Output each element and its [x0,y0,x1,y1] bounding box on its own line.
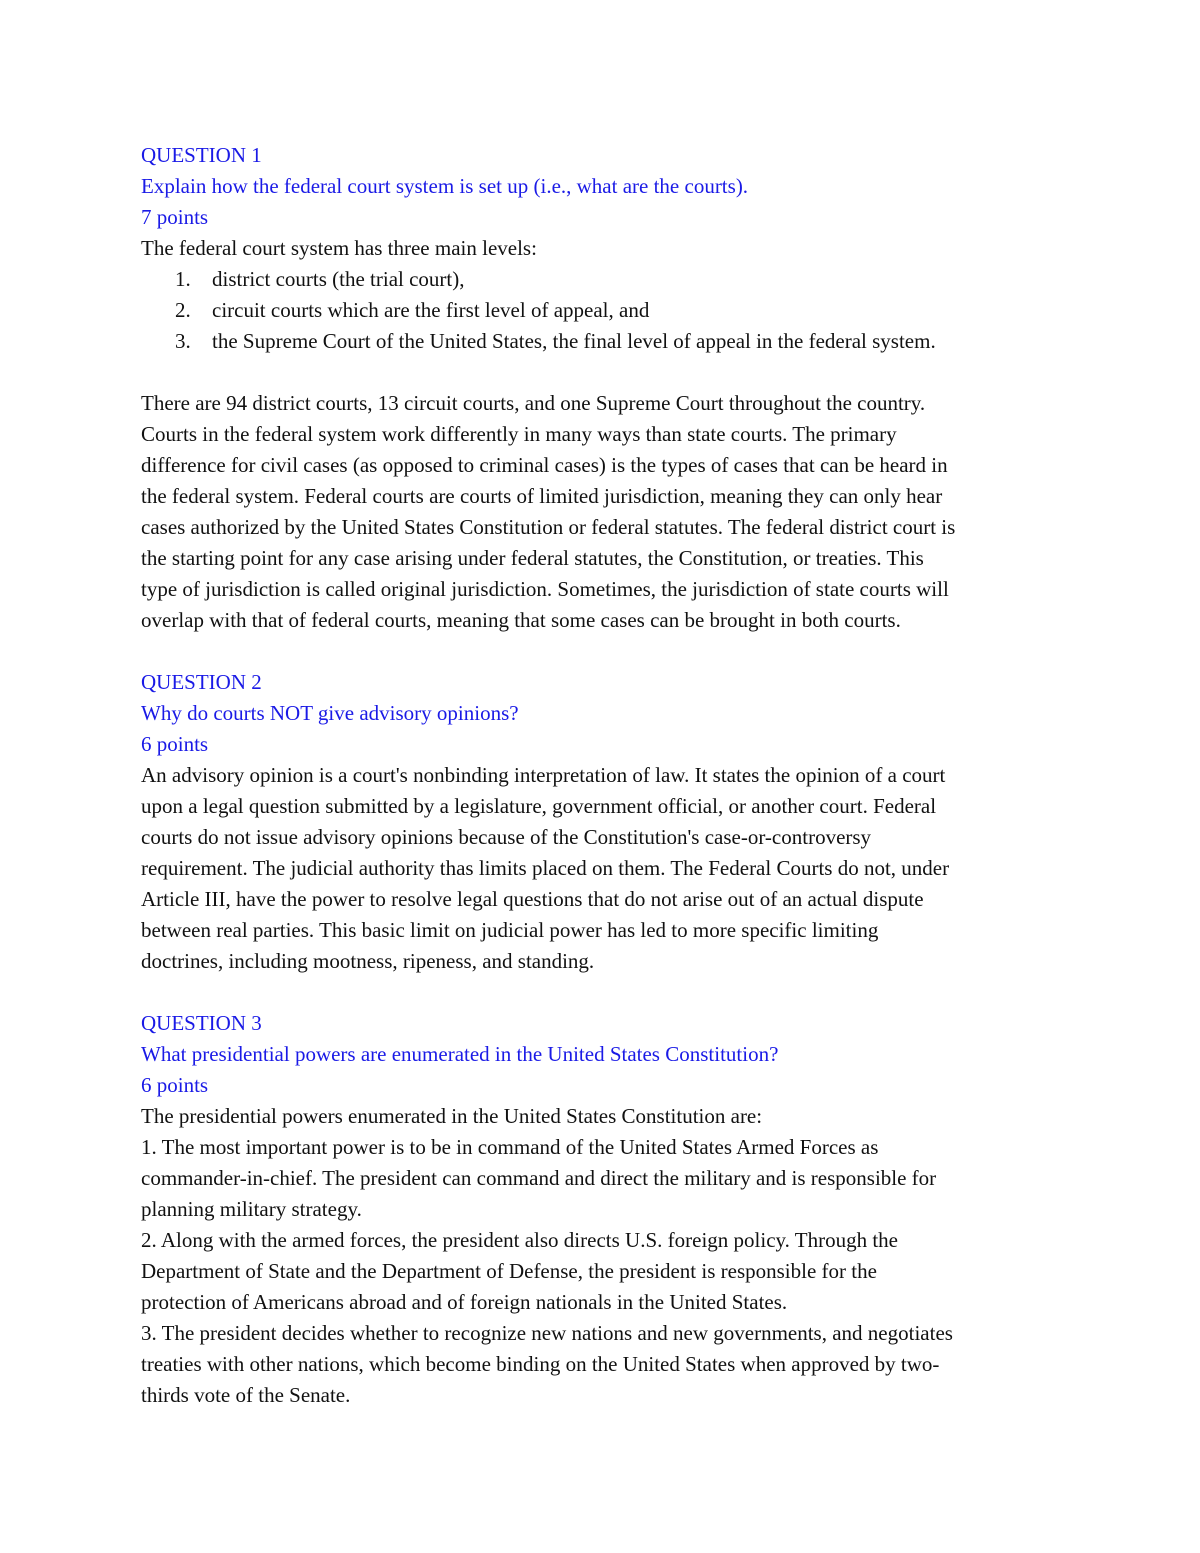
court-levels-list [141,264,1061,357]
answer-line: 1. The most important power is to be in command of the United States Armed Forces as [141,1135,879,1159]
list-item [141,264,1061,295]
answer-line: 2. Along with the armed forces, the president also directs U.S. foreign policy. Through the [141,1228,898,1252]
answer-body [141,1101,1061,1411]
list-item [141,295,1061,326]
question-1 [141,140,1061,636]
question-points: 6 points [141,732,209,756]
answer-line: between real parties. This basic limit on judicial power has led to more specific limiting [141,918,879,942]
answer-line: There are 94 district courts, 13 circuit courts, and one Supreme Court throughout the country. [141,391,926,415]
answer-body [141,388,1061,636]
answer-line: 3. The president decides whether to recognize new nations and new governments, and negotiates [141,1321,953,1345]
list-item-text: circuit courts which are the first level of appeal, and [212,298,650,322]
list-item-number: 3. [175,329,191,353]
question-2 [141,667,1061,977]
answer-line: cases authorized by the United States Constitution or federal statutes. The federal district court is [141,515,956,539]
list-item-number: 1. [175,267,191,291]
question-heading: QUESTION 2 [141,670,262,694]
list-item [141,326,1061,357]
question-prompt: Explain how the federal court system is set up (i.e., what are the courts). [141,174,749,198]
answer-line: Article III, have the power to resolve legal questions that do not arise out of an actual dispute [141,887,924,911]
answer-line: doctrines, including mootness, ripeness, and standing. [141,949,595,973]
answer-line: planning military strategy. [141,1197,362,1221]
answer-line: The presidential powers enumerated in the United States Constitution are: [141,1104,763,1128]
answer-line: upon a legal question submitted by a legislature, government official, or another court. Federal [141,794,937,818]
list-item-text: district courts (the trial court), [212,267,465,291]
question-prompt: What presidential powers are enumerated in the United States Constitution? [141,1042,779,1066]
document-page [141,140,1061,1411]
answer-line: Courts in the federal system work differently in many ways than state courts. The primary [141,422,897,446]
paragraph-gap [141,357,1061,388]
answer-line: protection of Americans abroad and of foreign nationals in the United States. [141,1290,788,1314]
question-heading: QUESTION 3 [141,1011,262,1035]
answer-line: the federal system. Federal courts are courts of limited jurisdiction, meaning they can only hear [141,484,943,508]
section-gap [141,977,1061,1008]
list-item-text: the Supreme Court of the United States, the final level of appeal in the federal system. [212,329,936,353]
answer-line: difference for civil cases (as opposed to criminal cases) is the types of cases that can be heard in [141,453,948,477]
question-3 [141,1008,1061,1411]
answer-line: thirds vote of the Senate. [141,1383,351,1407]
answer-line: treaties with other nations, which become binding on the United States when approved by two- [141,1352,940,1376]
question-heading: QUESTION 1 [141,143,262,167]
answer-line: overlap with that of federal courts, meaning that some cases can be brought in both courts. [141,608,901,632]
answer-intro: The federal court system has three main levels: [141,236,537,260]
answer-body [141,760,1061,977]
question-points: 6 points [141,1073,209,1097]
answer-line: the starting point for any case arising under federal statutes, the Constitution, or treaties. This [141,546,924,570]
answer-line: commander-in-chief. The president can command and direct the military and is responsible for [141,1166,937,1190]
list-item-number: 2. [175,298,191,322]
answer-line: type of jurisdiction is called original jurisdiction. Sometimes, the jurisdiction of state courts will [141,577,949,601]
answer-line: requirement. The judicial authority thas limits placed on them. The Federal Courts do not, under [141,856,950,880]
answer-line: An advisory opinion is a court's nonbinding interpretation of law. It states the opinion of a court [141,763,946,787]
answer-line: Department of State and the Department of Defense, the president is responsible for the [141,1259,877,1283]
answer-line: courts do not issue advisory opinions because of the Constitution's case-or-controversy [141,825,872,849]
question-prompt: Why do courts NOT give advisory opinions? [141,701,519,725]
section-gap [141,636,1061,667]
question-points: 7 points [141,205,209,229]
